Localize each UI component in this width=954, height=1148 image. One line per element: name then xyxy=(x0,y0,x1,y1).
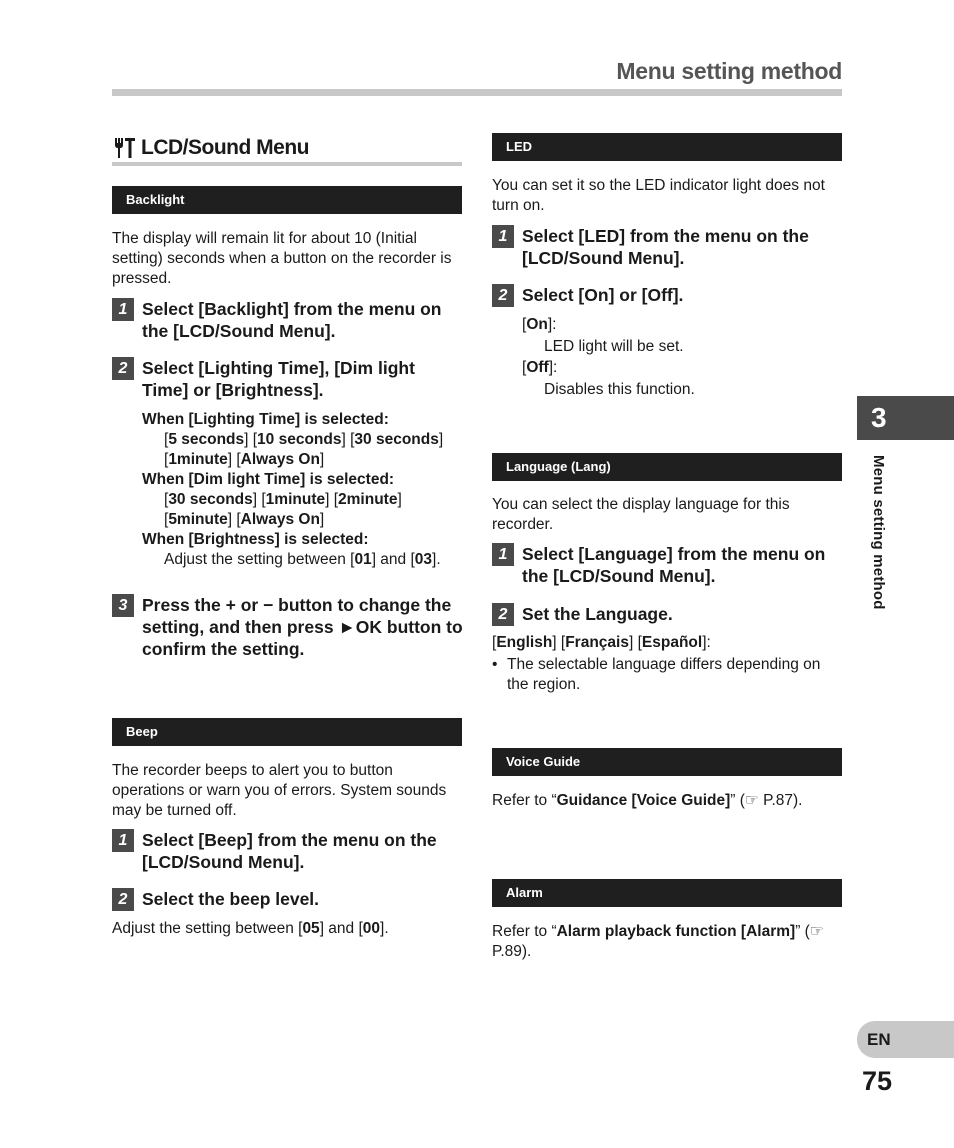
section-heading xyxy=(112,136,309,160)
section-title: LCD/Sound Menu xyxy=(141,136,309,159)
language-step-2 xyxy=(492,603,844,626)
backlight-bar: Backlight xyxy=(112,186,462,214)
led-intro: You can set it so the LED indicator light does not turn on. xyxy=(492,177,825,214)
voice-guide-ref: Refer to “Guidance [Voice Guide]” (☞ P.87). xyxy=(492,792,803,809)
language-step-1 xyxy=(492,543,844,587)
step-number: 2 xyxy=(492,284,514,307)
section-divider xyxy=(112,162,462,166)
led-step-1 xyxy=(492,225,844,269)
dim-light-heading: When [Dim light Time] is selected: xyxy=(142,471,395,488)
step-number: 2 xyxy=(112,357,134,380)
backlight-step-2 xyxy=(112,357,464,401)
backlight-step-1 xyxy=(112,298,464,342)
led-on-desc: LED light will be set. xyxy=(544,337,684,355)
led-step-2 xyxy=(492,284,844,307)
backlight-options xyxy=(142,410,464,570)
voice-guide-bar: Voice Guide xyxy=(492,748,842,776)
title-divider xyxy=(112,89,842,96)
dim-light-options: [30 seconds] [1minute] [2minute] [5minute] [Always On] xyxy=(164,491,402,528)
step-text: Select [On] or [Off]. xyxy=(522,285,684,305)
step-number: 2 xyxy=(492,603,514,626)
step-number: 2 xyxy=(112,888,134,911)
page-title: Menu setting method xyxy=(616,58,842,84)
led-bar: LED xyxy=(492,133,842,161)
backlight-step-3 xyxy=(112,594,464,660)
lighting-time-heading: When [Lighting Time] is selected: xyxy=(142,411,389,428)
led-on-option: [On]: xyxy=(522,316,557,333)
led-off-option: [Off]: xyxy=(522,359,558,376)
step-text: Select [Language] from the menu on the [LCD/Sound Menu]. xyxy=(522,544,826,586)
language-note: • The selectable language differs depending on the region. xyxy=(492,656,821,693)
step-number: 1 xyxy=(492,543,514,566)
language-options: [English] [Français] [Español]: xyxy=(492,634,711,651)
step-text: Press the + or − button to change the setting, and then press ►OK button to confirm the setting. xyxy=(142,595,463,659)
language-bar: Language (Lang) xyxy=(492,453,842,481)
chapter-tab: 3 xyxy=(857,396,954,440)
ok-key-label: ►OK xyxy=(338,617,383,637)
bullet: • xyxy=(492,656,498,673)
led-options xyxy=(522,314,844,400)
beep-step-1 xyxy=(112,829,464,873)
language-badge: EN xyxy=(857,1021,954,1058)
beep-step-2 xyxy=(112,888,464,911)
language-intro: You can select the display language for this recorder. xyxy=(492,496,790,533)
step-number: 1 xyxy=(492,225,514,248)
chapter-label: Menu setting method xyxy=(870,455,887,610)
alarm-bar: Alarm xyxy=(492,879,842,907)
brightness-options: Adjust the setting between [01] and [03]. xyxy=(164,551,441,568)
step-text: Set the Language. xyxy=(522,604,673,624)
step-text: Select [Backlight] from the menu on the [LCD/Sound Menu]. xyxy=(142,299,442,341)
step-number: 1 xyxy=(112,298,134,321)
page-number: 75 xyxy=(862,1066,893,1096)
led-off-desc: Disables this function. xyxy=(544,380,695,398)
lighting-time-options: [5 seconds] [10 seconds] [30 seconds] [1minute] [Always On] xyxy=(164,431,444,468)
tools-icon xyxy=(112,136,136,160)
step-text: Select [LED] from the menu on the [LCD/Sound Menu]. xyxy=(522,226,809,268)
beep-intro: The recorder beeps to alert you to button operations or warn you of errors. System sounds may be turned off. xyxy=(112,762,447,819)
step-text: Select [Lighting Time], [Dim light Time] or [Brightness]. xyxy=(142,358,415,400)
step-number: 1 xyxy=(112,829,134,852)
step-text: Select the beep level. xyxy=(142,889,320,909)
alarm-ref: Refer to “Alarm playback function [Alarm]” (☞ P.89). xyxy=(492,923,824,960)
beep-adjust: Adjust the setting between [05] and [00]. xyxy=(112,920,389,937)
step-text: Select [Beep] from the menu on the [LCD/Sound Menu]. xyxy=(142,830,437,872)
step-number: 3 xyxy=(112,594,134,617)
beep-bar: Beep xyxy=(112,718,462,746)
backlight-intro: The display will remain lit for about 10 (Initial setting) seconds when a button on the recorder is pressed. xyxy=(112,230,452,287)
brightness-heading: When [Brightness] is selected: xyxy=(142,531,369,548)
